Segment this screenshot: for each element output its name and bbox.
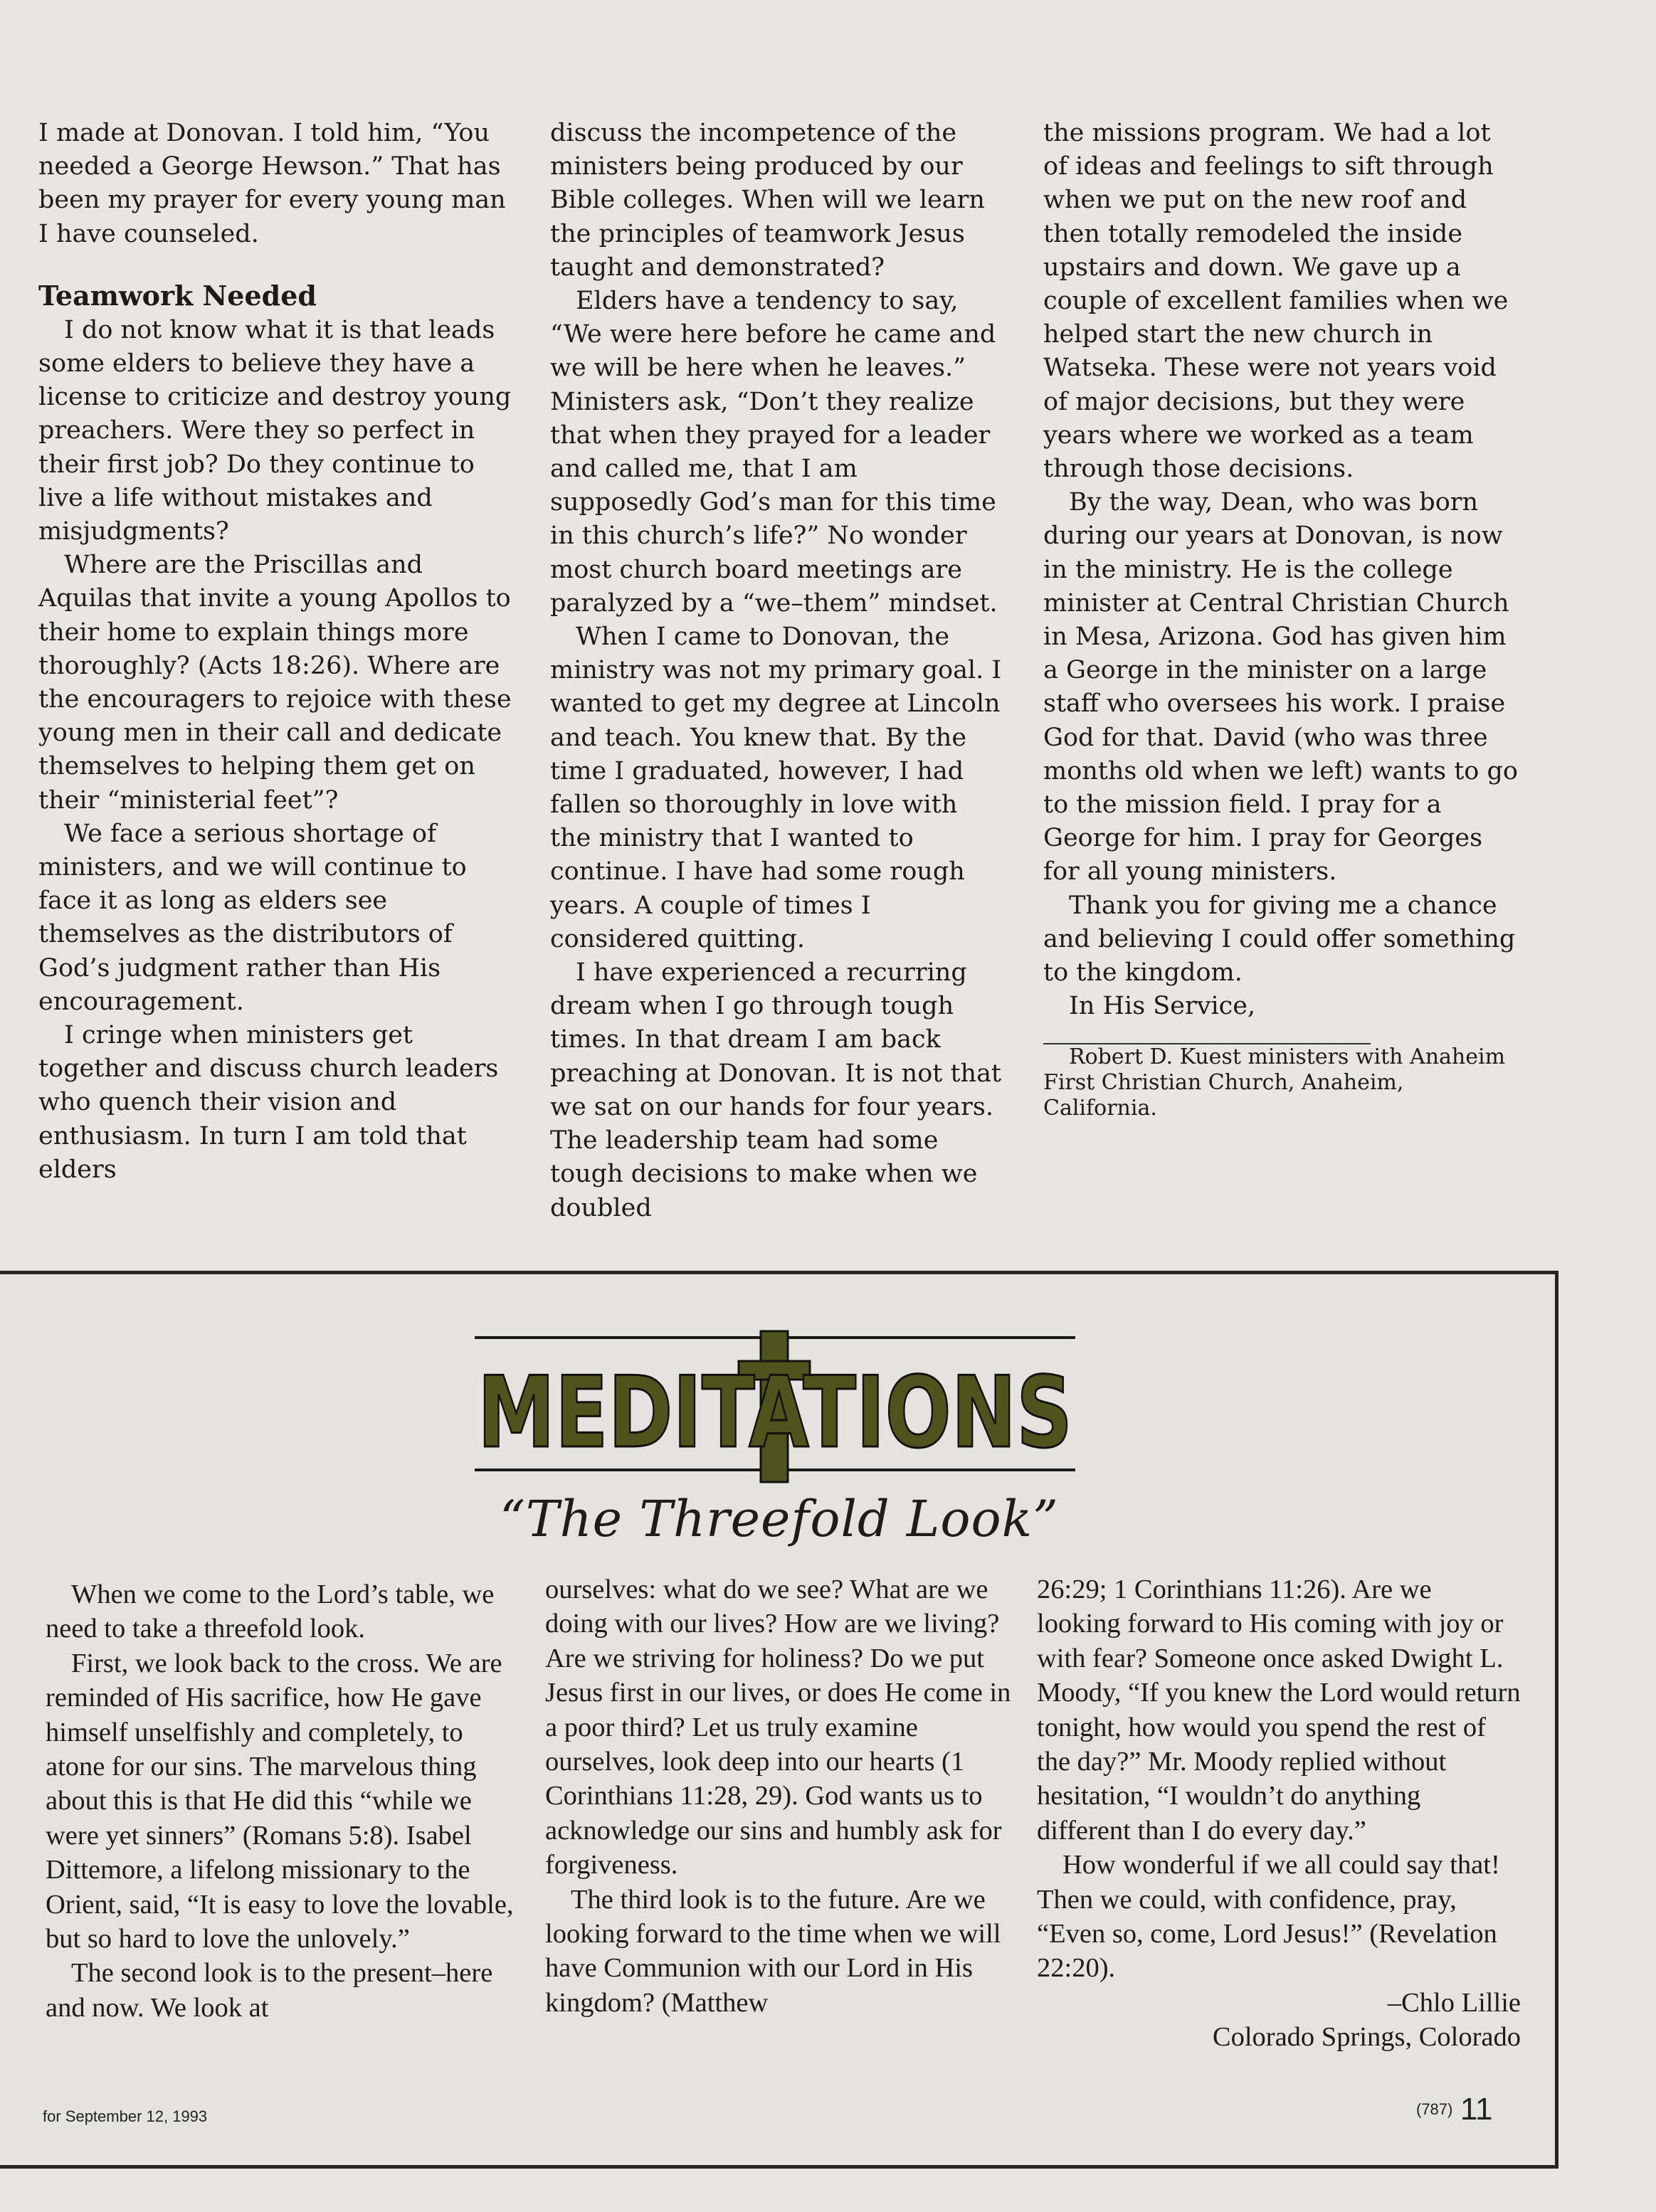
- article-paragraph: I cringe when ministers get together and discuss church leaders who quench their vision and enthusiasm. In turn I am told that elders: [38, 1021, 499, 1184]
- author-location: Colorado Springs, Colorado: [1212, 2022, 1521, 2053]
- article-paragraph: When I came to Donovan, the ministry was not my primary goal. I wanted to get my degree at Lincoln and teach. You knew that. By the time I graduated, however, I had fallen so thoroughly in love with the ministry that I wanted to continue. I have had some rough years. A couple of times I considered quitting.: [550, 623, 1002, 953]
- meditation-paragraph: The third look is to the future. Are we looking forward to the time when we will have Communion with our Lord in His kingdom? (Matthew: [545, 1884, 1001, 2018]
- meditation-column-1: [46, 1577, 515, 2025]
- article-paragraph: We face a serious shortage of ministers, and we will continue to face it as long as elders see themselves as the distributors of God’s judgment rather than His encouragement.: [38, 819, 467, 1016]
- meditation-column-3: [1037, 1572, 1521, 2055]
- meditation-paragraph: 26:29; 1 Corinthians 11:26). Are we looking forward to His coming with joy or with fear? Someone once asked Dwight L. Moody, “If you knew the Lord would return tonight, how would you spend the rest of the day?” Mr. Moody replied without hesitation, “I wouldn’t do anything different than I do every day.”: [1037, 1575, 1521, 1846]
- meditations-banner: [471, 1331, 1079, 1488]
- article-paragraph: Elders have a tendency to say, “We were here before he came and we will be here when he leaves.” Ministers ask, “Don’t they realize that when they prayed for a leader and called me, that I am supposedly God’s man for this time in this church’s life?” No wonder most church board meetings are paralyzed by a “we–them” mindset.: [550, 287, 998, 618]
- meditation-subtitle: “The Threefold Look”: [500, 1490, 1059, 1548]
- meditation-paragraph: When we come to the Lord’s table, we need to take a threefold look.: [46, 1579, 495, 1644]
- article-paragraph: the missions program. We had a lot of ideas and feelings to sift through when we put on the new roof and then totally remodeled the inside upstairs and down. We gave up a couple of excellent families when we helped start the new church in Watseka. These were not years void of major decisions, but they were years where we worked as a team through those decisions.: [1043, 119, 1509, 484]
- issue-number: (787): [1416, 2100, 1453, 2118]
- article-paragraph: I made at Donovan. I told him, “You needed a George Hewson.” That has been my prayer for every young man I have counseled.: [38, 119, 506, 248]
- meditation-paragraph: First, we look back to the cross. We are reminded of His sacrifice, how He gave himself unselfishly and completely, to atone for our sins. The marvelous thing about this is that He did this “while we were yet sinners” (Romans 5:8). Isabel Dittemore, a lifelong missionary to the Orient, said, “It is easy to love the lovable, but so hard to love the unlovely.”: [46, 1648, 514, 1954]
- page-number: 11: [1460, 2092, 1493, 2127]
- article-paragraph: Where are the Priscillas and Aquilas that invite a young Apollos to their home to explain things more thoroughly? (Acts 18:26). Where are the encouragers to rejoice with these young men in their call and dedicate themselves to helping them get on their “ministerial feet”?: [38, 551, 512, 815]
- author-signature: –Chlo Lillie: [1387, 1987, 1521, 2018]
- article-paragraph: Thank you for giving me a chance and believing I could offer something to the kingdom.: [1043, 891, 1516, 988]
- article-column-3: [1043, 117, 1521, 1121]
- author-footnote: Robert D. Kuest ministers with Anaheim First Christian Church, Anaheim, California.: [1043, 1044, 1506, 1121]
- banner-title: MEDITATIONS: [478, 1355, 1072, 1470]
- article-paragraph: I have experienced a recurring dream when I go through tough times. In that dream I am back preaching at Donovan. It is not that we sat on our hands for four years. The leadership team had some tough decisions to make when we doubled: [550, 958, 1001, 1222]
- meditation-paragraph: ourselves: what do we see? What are we doing with our lives? How are we living? Are we striving for holiness? Do we put Jesus first in our lives, or does He come in a poor third? Let us truly examine ourselves, look deep into our hearts (1 Corinthians 11:28, 29). God wants us to acknowledge our sins and humbly ask for forgiveness.: [545, 1575, 1011, 1880]
- meditation-paragraph: How wonderful if we all could say that! Then we could, with confidence, pray, “Even so, come, Lord Jesus!” (Revelation 22:20).: [1037, 1850, 1500, 1984]
- article-paragraph: discuss the incompetence of the ministers being produced by our Bible colleges. When will we learn the principles of teamwork Jesus taught and demonstrated?: [550, 119, 985, 282]
- meditation-column-2: [545, 1572, 1015, 2020]
- meditation-paragraph: The second look is to the present–here and now. We look at: [46, 1958, 493, 2023]
- article-column-2: [550, 117, 1006, 1225]
- article-column-1: [38, 117, 517, 1187]
- article-paragraph: By the way, Dean, who was born during our years at Donovan, is now in the ministry. He is the college minister at Central Christian Church in Mesa, Arizona. God has given him a George in the minister on a large staff who oversees his work. I praise God for that. David (who was three months old when we left) wants to go to the mission field. I pray for a George for him. I pray for Georges for all young ministers.: [1043, 488, 1518, 887]
- issue-date: for September 12, 1993: [43, 2107, 208, 2125]
- page-footer: [1416, 2092, 1493, 2127]
- article-paragraph: I do not know what it is that leads some elders to believe they have a license to criticize and destroy young preachers. Were they so perfect in their first job? Do they continue to live a life without mistakes and misjudgments?: [38, 315, 512, 546]
- section-heading: Teamwork Needed: [38, 279, 317, 312]
- closing-line: In His Service,: [1069, 992, 1256, 1021]
